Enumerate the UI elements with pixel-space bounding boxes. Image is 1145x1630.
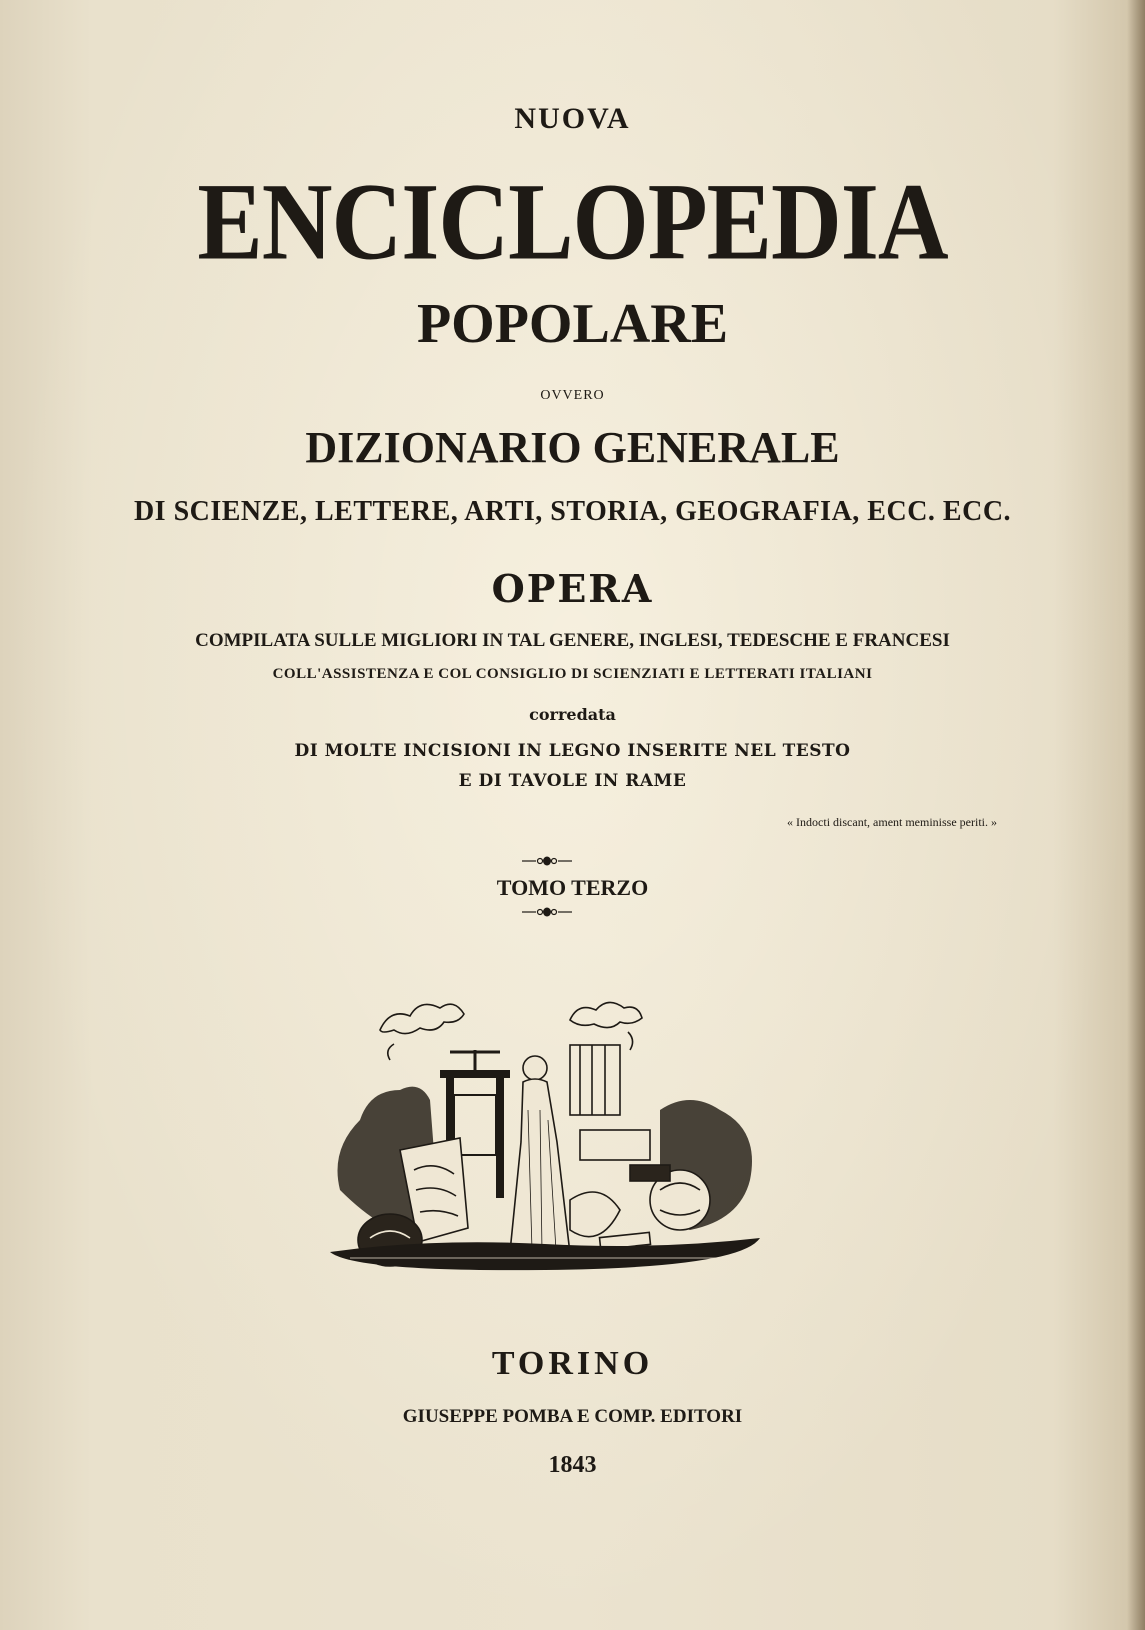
ornament-divider-icon xyxy=(520,906,574,918)
title-line-nuova: NUOVA xyxy=(514,102,631,135)
engraved-vignette-illustration xyxy=(330,990,760,1280)
title-line-enciclopedia: ENCICLOPEDIA xyxy=(197,162,948,284)
subtitle-dizionario: DIZIONARIO GENERALE xyxy=(305,423,840,472)
heading-opera: OPERA xyxy=(491,566,654,611)
imprint-publisher: GIUSEPPE POMBA E COMP. EDITORI xyxy=(402,1406,743,1427)
title-line-ovvero: OVVERO xyxy=(540,388,605,403)
description-compilata: COMPILATA SULLE MIGLIORI IN TAL GENERE, INGLESI, TEDESCHE E FRANCESI xyxy=(195,630,950,651)
ornament-divider-icon xyxy=(520,855,574,867)
description-incisioni: DI MOLTE INCISIONI IN LEGNO INSERITE NEL TESTO xyxy=(294,741,851,761)
latin-motto: « Indocti discant, ament meminisse periti. » xyxy=(787,815,997,829)
volume-label: TOMO TERZO xyxy=(496,875,649,900)
title-line-popolare: POPOLARE xyxy=(416,293,729,355)
imprint-year: 1843 xyxy=(548,1452,597,1478)
description-corredata: corredata xyxy=(529,705,616,724)
description-tavole: E DI TAVOLE IN RAME xyxy=(458,771,687,791)
description-assistenza: COLL'ASSISTENZA E COL CONSIGLIO DI SCIENZIATI E LETTERATI ITALIANI xyxy=(272,666,873,682)
imprint-city: TORINO xyxy=(491,1345,654,1382)
subtitle-scienze: DI SCIENZE, LETTERE, ARTI, STORIA, GEOGRAFIA, ECC. ECC. xyxy=(133,496,1012,527)
